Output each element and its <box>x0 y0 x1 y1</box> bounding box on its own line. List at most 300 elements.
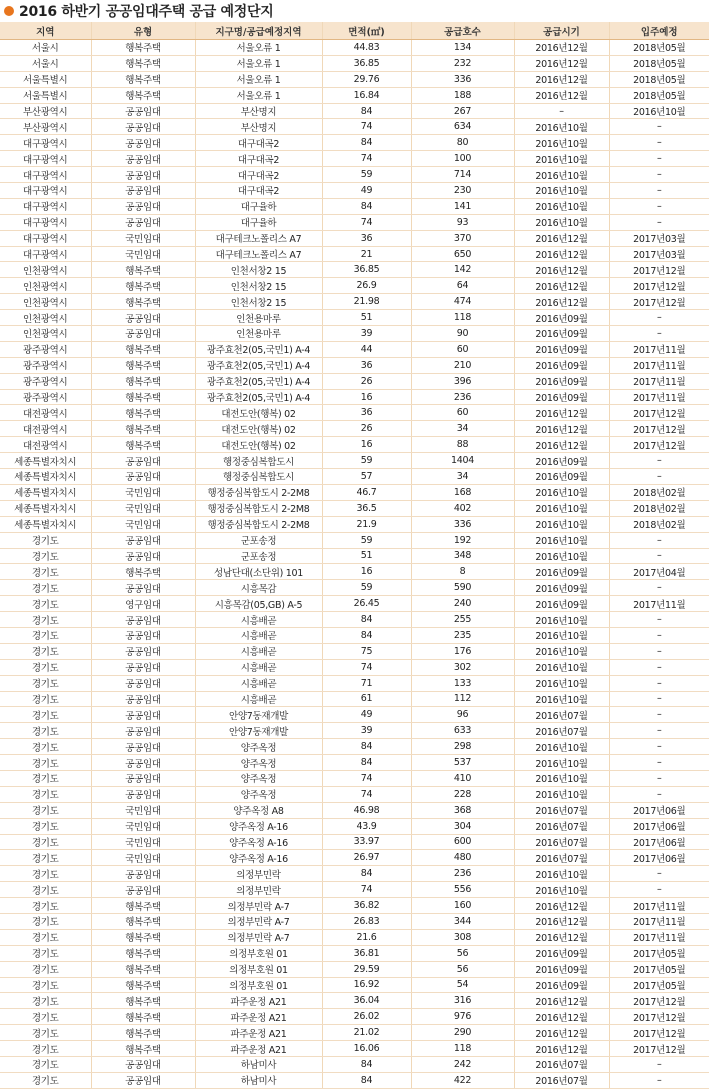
cell-move-in: 2018년05월 <box>609 71 709 87</box>
cell-district: 양주옥정 A-16 <box>195 834 322 850</box>
cell-district: 대구대곡2 <box>195 183 322 199</box>
cell-type: 공공임대 <box>91 310 195 326</box>
cell-move-in: 2018년02월 <box>609 500 709 516</box>
table-row <box>0 389 709 405</box>
cell-type: 공공임대 <box>91 612 195 628</box>
cell-type: 국민임대 <box>91 802 195 818</box>
cell-supply-date: 2016년12월 <box>514 437 609 453</box>
cell-supply-date: 2016년12월 <box>514 262 609 278</box>
cell-units: 80 <box>411 135 514 151</box>
cell-units: 422 <box>411 1072 514 1088</box>
cell-supply-date: 2016년10월 <box>514 167 609 183</box>
cell-supply-date: 2016년12월 <box>514 230 609 246</box>
cell-move-in: – <box>609 532 709 548</box>
cell-area: 16.92 <box>322 977 411 993</box>
table-row <box>0 977 709 993</box>
cell-units: 176 <box>411 643 514 659</box>
cell-region: 경기도 <box>0 993 91 1009</box>
cell-area: 26.9 <box>322 278 411 294</box>
cell-type: 공공임대 <box>91 119 195 135</box>
cell-supply-date: 2016년09월 <box>514 596 609 612</box>
table-header-row <box>0 22 709 40</box>
cell-region: 경기도 <box>0 850 91 866</box>
cell-district: 대전도안(행복) 02 <box>195 437 322 453</box>
cell-units: 336 <box>411 516 514 532</box>
cell-units: 480 <box>411 850 514 866</box>
cell-district: 인천서창2 15 <box>195 262 322 278</box>
column-header-type: 유형 <box>91 22 195 40</box>
cell-district: 행정중심복합도시 <box>195 469 322 485</box>
cell-units: 133 <box>411 675 514 691</box>
cell-supply-date: 2016년10월 <box>514 627 609 643</box>
cell-move-in: 2017년06월 <box>609 818 709 834</box>
cell-type: 행복주택 <box>91 437 195 453</box>
cell-move-in: 2017년03월 <box>609 246 709 262</box>
table-row <box>0 866 709 882</box>
cell-area: 46.7 <box>322 484 411 500</box>
cell-district: 시흥배곧 <box>195 612 322 628</box>
cell-units: 93 <box>411 214 514 230</box>
cell-area: 84 <box>322 627 411 643</box>
cell-supply-date: 2016년09월 <box>514 945 609 961</box>
cell-type: 공공임대 <box>91 627 195 643</box>
cell-area: 21.02 <box>322 1025 411 1041</box>
cell-type: 공공임대 <box>91 167 195 183</box>
cell-units: 54 <box>411 977 514 993</box>
cell-area: 26 <box>322 373 411 389</box>
cell-district: 의정부호원 01 <box>195 945 322 961</box>
cell-move-in: 2017년12월 <box>609 262 709 278</box>
cell-area: 39 <box>322 723 411 739</box>
cell-type: 국민임대 <box>91 246 195 262</box>
cell-move-in: 2017년12월 <box>609 405 709 421</box>
cell-area: 74 <box>322 786 411 802</box>
cell-units: 290 <box>411 1025 514 1041</box>
cell-supply-date: 2016년10월 <box>514 866 609 882</box>
cell-units: 633 <box>411 723 514 739</box>
cell-supply-date: 2016년09월 <box>514 310 609 326</box>
cell-supply-date: – <box>514 103 609 119</box>
cell-area: 21.9 <box>322 516 411 532</box>
cell-area: 84 <box>322 739 411 755</box>
cell-move-in: 2017년11월 <box>609 389 709 405</box>
cell-supply-date: 2016년10월 <box>514 548 609 564</box>
cell-supply-date: 2016년12월 <box>514 87 609 103</box>
cell-region: 경기도 <box>0 802 91 818</box>
cell-area: 33.97 <box>322 834 411 850</box>
cell-district: 양주옥정 A8 <box>195 802 322 818</box>
cell-region: 경기도 <box>0 755 91 771</box>
cell-units: 168 <box>411 484 514 500</box>
cell-move-in: 2017년03월 <box>609 230 709 246</box>
table-row <box>0 834 709 850</box>
table-row <box>0 341 709 357</box>
cell-region: 경기도 <box>0 707 91 723</box>
cell-units: 298 <box>411 739 514 755</box>
cell-supply-date: 2016년09월 <box>514 580 609 596</box>
cell-district: 시흥배곧 <box>195 627 322 643</box>
cell-region: 서울특별시 <box>0 71 91 87</box>
cell-supply-date: 2016년07월 <box>514 850 609 866</box>
cell-area: 75 <box>322 643 411 659</box>
cell-region: 경기도 <box>0 786 91 802</box>
table-row <box>0 898 709 914</box>
cell-area: 36 <box>322 405 411 421</box>
cell-district: 대구대곡2 <box>195 167 322 183</box>
cell-area: 84 <box>322 198 411 214</box>
cell-move-in: 2017년12월 <box>609 993 709 1009</box>
cell-type: 공공임대 <box>91 707 195 723</box>
cell-region: 경기도 <box>0 659 91 675</box>
cell-area: 29.76 <box>322 71 411 87</box>
cell-units: 240 <box>411 596 514 612</box>
cell-district: 대구테크노폴리스 A7 <box>195 230 322 246</box>
table-row <box>0 786 709 802</box>
table-row <box>0 1041 709 1057</box>
cell-district: 서울오류 1 <box>195 55 322 71</box>
cell-region: 경기도 <box>0 723 91 739</box>
cell-move-in: – <box>609 214 709 230</box>
cell-move-in: – <box>609 151 709 167</box>
cell-district: 하남미사 <box>195 1072 322 1088</box>
table-row <box>0 230 709 246</box>
cell-area: 21.6 <box>322 929 411 945</box>
cell-region: 대구광역시 <box>0 167 91 183</box>
cell-move-in: 2017년12월 <box>609 294 709 310</box>
column-header-region: 지역 <box>0 22 91 40</box>
cell-district: 의정부민락 A-7 <box>195 898 322 914</box>
cell-move-in: 2017년06월 <box>609 802 709 818</box>
cell-type: 행복주택 <box>91 913 195 929</box>
cell-area: 16 <box>322 389 411 405</box>
table-row <box>0 755 709 771</box>
cell-supply-date: 2016년12월 <box>514 71 609 87</box>
cell-units: 60 <box>411 405 514 421</box>
cell-region: 경기도 <box>0 612 91 628</box>
cell-supply-date: 2016년12월 <box>514 993 609 1009</box>
cell-units: 34 <box>411 469 514 485</box>
cell-region: 경기도 <box>0 596 91 612</box>
table-row <box>0 723 709 739</box>
cell-supply-date: 2016년10월 <box>514 675 609 691</box>
cell-type: 국민임대 <box>91 516 195 532</box>
cell-move-in: 2018년02월 <box>609 484 709 500</box>
cell-supply-date: 2016년10월 <box>514 882 609 898</box>
cell-district: 의정부민락 A-7 <box>195 929 322 945</box>
cell-move-in: – <box>609 135 709 151</box>
cell-region: 대구광역시 <box>0 214 91 230</box>
cell-region: 경기도 <box>0 564 91 580</box>
cell-district: 시흥목감 <box>195 580 322 596</box>
cell-district: 시흥배곧 <box>195 691 322 707</box>
cell-units: 236 <box>411 866 514 882</box>
cell-region: 대전광역시 <box>0 405 91 421</box>
cell-units: 160 <box>411 898 514 914</box>
cell-region: 세종특별자치시 <box>0 469 91 485</box>
cell-move-in: – <box>609 183 709 199</box>
cell-area: 84 <box>322 755 411 771</box>
cell-area: 59 <box>322 580 411 596</box>
cell-region: 경기도 <box>0 818 91 834</box>
cell-move-in: – <box>609 739 709 755</box>
table-row <box>0 627 709 643</box>
cell-district: 파주운정 A21 <box>195 1041 322 1057</box>
cell-district: 양주옥정 A-16 <box>195 850 322 866</box>
cell-supply-date: 2016년09월 <box>514 453 609 469</box>
table-row <box>0 516 709 532</box>
cell-district: 양주옥정 <box>195 786 322 802</box>
cell-district: 양주옥정 <box>195 739 322 755</box>
cell-district: 부산명지 <box>195 119 322 135</box>
cell-supply-date: 2016년10월 <box>514 532 609 548</box>
cell-region: 경기도 <box>0 866 91 882</box>
cell-area: 36.85 <box>322 262 411 278</box>
table-row <box>0 612 709 628</box>
cell-type: 공공임대 <box>91 882 195 898</box>
cell-move-in: – <box>609 326 709 342</box>
cell-area: 59 <box>322 453 411 469</box>
cell-district: 광주효천2(05,국민1) A-4 <box>195 341 322 357</box>
cell-area: 16.06 <box>322 1041 411 1057</box>
cell-region: 대구광역시 <box>0 151 91 167</box>
cell-type: 공공임대 <box>91 532 195 548</box>
cell-move-in: – <box>609 707 709 723</box>
cell-region: 서울시 <box>0 55 91 71</box>
cell-units: 344 <box>411 913 514 929</box>
cell-units: 556 <box>411 882 514 898</box>
cell-supply-date: 2016년10월 <box>514 198 609 214</box>
cell-area: 74 <box>322 882 411 898</box>
cell-supply-date: 2016년07월 <box>514 707 609 723</box>
cell-type: 행복주택 <box>91 945 195 961</box>
cell-area: 26.83 <box>322 913 411 929</box>
cell-area: 59 <box>322 167 411 183</box>
cell-region: 경기도 <box>0 675 91 691</box>
cell-units: 230 <box>411 183 514 199</box>
cell-region: 경기도 <box>0 643 91 659</box>
cell-area: 29.59 <box>322 961 411 977</box>
table-row <box>0 294 709 310</box>
table-row <box>0 1072 709 1088</box>
cell-region: 대전광역시 <box>0 437 91 453</box>
cell-move-in: – <box>609 612 709 628</box>
cell-units: 370 <box>411 230 514 246</box>
cell-supply-date: 2016년09월 <box>514 357 609 373</box>
table-row <box>0 770 709 786</box>
cell-units: 64 <box>411 278 514 294</box>
cell-district: 시흥목감(05,GB) A-5 <box>195 596 322 612</box>
cell-type: 공공임대 <box>91 1057 195 1073</box>
cell-supply-date: 2016년07월 <box>514 1057 609 1073</box>
table-row <box>0 40 709 56</box>
cell-units: 714 <box>411 167 514 183</box>
table-row <box>0 532 709 548</box>
cell-type: 행복주택 <box>91 71 195 87</box>
cell-region: 인천광역시 <box>0 262 91 278</box>
cell-district: 시흥배곧 <box>195 643 322 659</box>
cell-type: 공공임대 <box>91 326 195 342</box>
cell-supply-date: 2016년10월 <box>514 739 609 755</box>
cell-district: 서울오류 1 <box>195 87 322 103</box>
cell-units: 142 <box>411 262 514 278</box>
cell-supply-date: 2016년12월 <box>514 405 609 421</box>
bullet-dot-icon <box>4 6 14 16</box>
table-body <box>0 40 709 1089</box>
cell-move-in: – <box>609 548 709 564</box>
cell-supply-date: 2016년12월 <box>514 898 609 914</box>
cell-region: 경기도 <box>0 977 91 993</box>
cell-units: 56 <box>411 961 514 977</box>
cell-district: 안양7동재개발 <box>195 723 322 739</box>
table-row <box>0 71 709 87</box>
cell-type: 국민임대 <box>91 500 195 516</box>
cell-district: 대구대곡2 <box>195 151 322 167</box>
cell-area: 44.83 <box>322 40 411 56</box>
cell-units: 1404 <box>411 453 514 469</box>
table-row <box>0 500 709 516</box>
cell-supply-date: 2016년10월 <box>514 214 609 230</box>
cell-units: 228 <box>411 786 514 802</box>
table-row <box>0 913 709 929</box>
cell-supply-date: 2016년10월 <box>514 119 609 135</box>
cell-supply-date: 2016년10월 <box>514 612 609 628</box>
cell-units: 634 <box>411 119 514 135</box>
cell-type: 공공임대 <box>91 786 195 802</box>
cell-type: 공공임대 <box>91 103 195 119</box>
table-row <box>0 707 709 723</box>
cell-district: 대전도안(행복) 02 <box>195 405 322 421</box>
cell-district: 하남미사 <box>195 1057 322 1073</box>
cell-units: 188 <box>411 87 514 103</box>
cell-region: 경기도 <box>0 691 91 707</box>
table-row <box>0 421 709 437</box>
cell-area: 74 <box>322 659 411 675</box>
cell-region: 경기도 <box>0 929 91 945</box>
cell-district: 성남단대(소단위) 101 <box>195 564 322 580</box>
cell-move-in: 2018년05월 <box>609 87 709 103</box>
cell-district: 대구율하 <box>195 198 322 214</box>
cell-area: 16.84 <box>322 87 411 103</box>
cell-region: 서울특별시 <box>0 87 91 103</box>
page-title-bar <box>0 0 709 22</box>
cell-supply-date: 2016년07월 <box>514 802 609 818</box>
cell-area: 51 <box>322 310 411 326</box>
cell-type: 행복주택 <box>91 373 195 389</box>
cell-region: 대전광역시 <box>0 421 91 437</box>
cell-move-in: – <box>609 469 709 485</box>
cell-supply-date: 2016년12월 <box>514 294 609 310</box>
cell-district: 광주효천2(05,국민1) A-4 <box>195 357 322 373</box>
cell-type: 행복주택 <box>91 1009 195 1025</box>
cell-supply-date: 2016년10월 <box>514 755 609 771</box>
cell-district: 대구대곡2 <box>195 135 322 151</box>
table-row <box>0 850 709 866</box>
cell-district: 의정부호원 01 <box>195 977 322 993</box>
table-row <box>0 310 709 326</box>
cell-district: 인천용마루 <box>195 326 322 342</box>
cell-area: 84 <box>322 1072 411 1088</box>
cell-area: 84 <box>322 1057 411 1073</box>
cell-supply-date: 2016년10월 <box>514 484 609 500</box>
cell-move-in: 2018년02월 <box>609 516 709 532</box>
cell-district: 광주효천2(05,국민1) A-4 <box>195 389 322 405</box>
cell-units: 56 <box>411 945 514 961</box>
cell-units: 368 <box>411 802 514 818</box>
table-row <box>0 373 709 389</box>
cell-type: 국민임대 <box>91 850 195 866</box>
table-row <box>0 183 709 199</box>
cell-region: 인천광역시 <box>0 310 91 326</box>
cell-move-in: 2017년12월 <box>609 421 709 437</box>
table-row <box>0 453 709 469</box>
supply-schedule-table <box>0 22 709 1089</box>
cell-area: 26.02 <box>322 1009 411 1025</box>
cell-supply-date: 2016년12월 <box>514 421 609 437</box>
cell-units: 236 <box>411 389 514 405</box>
cell-units: 255 <box>411 612 514 628</box>
cell-units: 90 <box>411 326 514 342</box>
table-row <box>0 357 709 373</box>
cell-district: 군포송정 <box>195 548 322 564</box>
cell-district: 인천서창2 15 <box>195 278 322 294</box>
column-header-supply-date: 공급시기 <box>514 22 609 40</box>
cell-type: 행복주택 <box>91 929 195 945</box>
cell-move-in: – <box>609 643 709 659</box>
cell-units: 474 <box>411 294 514 310</box>
cell-move-in: – <box>609 723 709 739</box>
cell-supply-date: 2016년10월 <box>514 151 609 167</box>
table-row <box>0 818 709 834</box>
cell-supply-date: 2016년07월 <box>514 723 609 739</box>
cell-district: 의정부호원 01 <box>195 961 322 977</box>
cell-move-in: – <box>609 770 709 786</box>
cell-type: 행복주택 <box>91 87 195 103</box>
cell-type: 공공임대 <box>91 866 195 882</box>
cell-district: 양주옥정 A-16 <box>195 818 322 834</box>
cell-supply-date: 2016년10월 <box>514 691 609 707</box>
cell-type: 행복주택 <box>91 993 195 1009</box>
cell-supply-date: 2016년12월 <box>514 1041 609 1057</box>
cell-district: 양주옥정 <box>195 755 322 771</box>
cell-district: 파주운정 A21 <box>195 993 322 1009</box>
cell-supply-date: 2016년10월 <box>514 516 609 532</box>
table-row <box>0 643 709 659</box>
cell-type: 국민임대 <box>91 834 195 850</box>
cell-supply-date: 2016년10월 <box>514 643 609 659</box>
cell-units: 410 <box>411 770 514 786</box>
cell-move-in: 2017년06월 <box>609 834 709 850</box>
cell-region: 부산광역시 <box>0 103 91 119</box>
cell-units: 118 <box>411 310 514 326</box>
cell-units: 537 <box>411 755 514 771</box>
cell-area: 74 <box>322 770 411 786</box>
cell-type: 행복주택 <box>91 961 195 977</box>
cell-area: 16 <box>322 564 411 580</box>
cell-move-in: 2017년11월 <box>609 341 709 357</box>
cell-area: 59 <box>322 532 411 548</box>
cell-units: 192 <box>411 532 514 548</box>
cell-district: 의정부민락 A-7 <box>195 913 322 929</box>
cell-region: 광주광역시 <box>0 373 91 389</box>
cell-region: 경기도 <box>0 913 91 929</box>
cell-type: 공공임대 <box>91 453 195 469</box>
cell-move-in: 2017년12월 <box>609 1041 709 1057</box>
cell-supply-date: 2016년09월 <box>514 341 609 357</box>
cell-area: 21 <box>322 246 411 262</box>
cell-units: 232 <box>411 55 514 71</box>
cell-units: 304 <box>411 818 514 834</box>
cell-units: 8 <box>411 564 514 580</box>
